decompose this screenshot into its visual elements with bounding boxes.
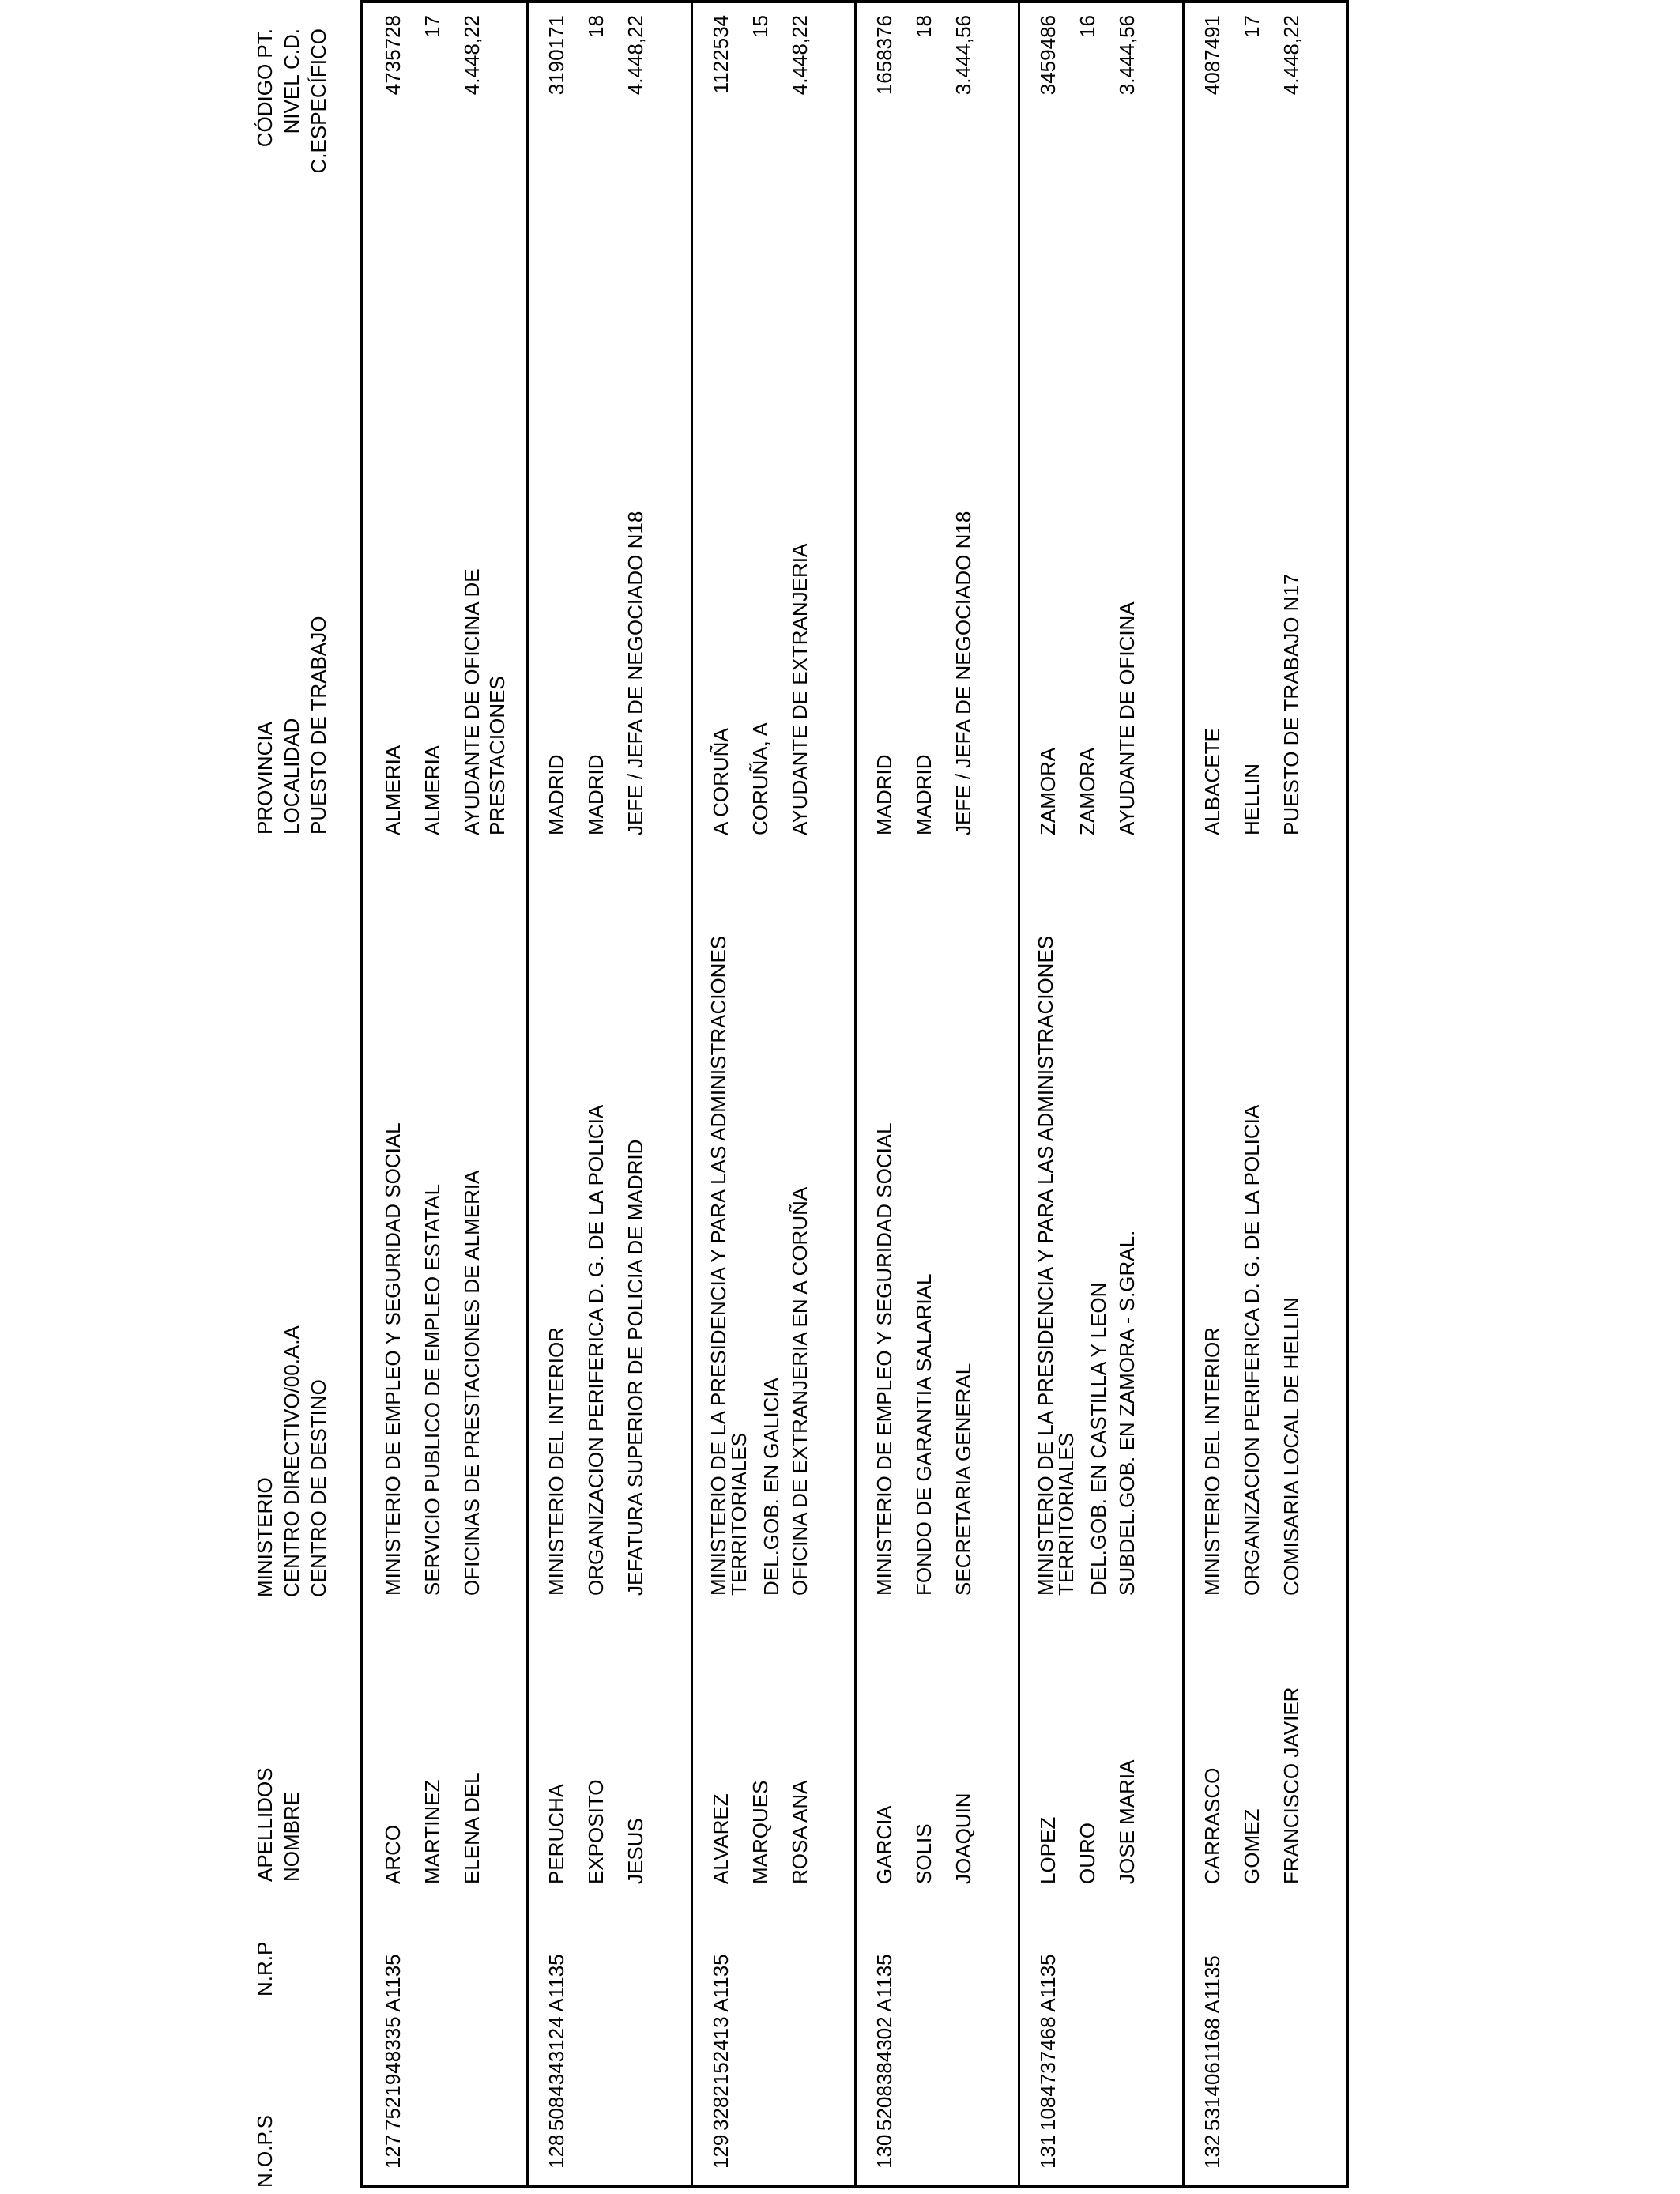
ministerio: MINISTERIO DEL INTERIOR (1200, 1327, 1224, 1596)
apellido-1: PERUCHA (544, 1783, 569, 1884)
puesto-trabajo: JEFE / JEFA DE NEGOCIADO N18 (623, 511, 648, 835)
apellido-1: ARCO (381, 1824, 405, 1884)
apellido-1: ALVAREZ (708, 1793, 733, 1884)
provincia: ALBACETE (1200, 728, 1224, 835)
codigo-pt: 3459486 (1036, 15, 1060, 96)
header-apellidos-nombre: APELLIDOS NOMBRE (253, 1767, 303, 1882)
header-ministerio-centro: MINISTERIO CENTRO DIRECTIVO/00.A.A CENTRO DE DESTINO (253, 1325, 330, 1597)
localidad: MADRID (912, 754, 936, 835)
centro-destino: OFICINA DE EXTRANJERIA EN A CORUÑA (787, 1186, 812, 1596)
centro-directivo: ORGANIZACION PERIFERICA D. G. DE LA POLICIA (1239, 1104, 1264, 1596)
nivel-cd: 15 (748, 15, 772, 38)
nrp-number: 1084737468 A1135 (1036, 1954, 1060, 2131)
puesto-trabajo: JEFE / JEFA DE NEGOCIADO N18 (951, 511, 975, 835)
centro-destino: COMISARIA LOCAL DE HELLIN (1279, 1297, 1303, 1596)
record-row (691, 3, 857, 2185)
records-table (360, 0, 1349, 2188)
nops-number: 128 (544, 2134, 569, 2169)
nivel-cd: 17 (1239, 15, 1264, 38)
ministerio: MINISTERIO DE LA PRESIDENCIA Y PARA LAS ADMINISTRACIONES TERRITORIALES (706, 935, 751, 1596)
nrp-number: 5314061168 A1135 (1200, 1955, 1224, 2131)
complemento-especifico: 4.448,22 (1279, 15, 1303, 96)
provincia: MADRID (872, 754, 896, 835)
centro-destino: SECRETARIA GENERAL (951, 1363, 975, 1596)
centro-directivo: FONDO DE GARANTIA SALARIAL (912, 1273, 936, 1596)
nombre: FRANCISCO JAVIER (1279, 1687, 1303, 1884)
ministerio: MINISTERIO DE LA PRESIDENCIA Y PARA LAS ADMINISTRACIONES TERRITORIALES (1034, 935, 1079, 1596)
centro-directivo: DEL.GOB. EN GALICIA (759, 1378, 783, 1596)
provincia: ZAMORA (1036, 747, 1060, 835)
localidad: MADRID (584, 754, 608, 835)
centro-destino: JEFATURA SUPERIOR DE POLICIA DE MADRID (623, 1139, 648, 1596)
nivel-cd: 18 (912, 15, 936, 38)
nrp-number: 3282152413 A1135 (708, 1954, 733, 2131)
nombre: ROSA ANA (787, 1780, 812, 1884)
centro-directivo: SERVICIO PUBLICO DE EMPLEO ESTATAL (420, 1183, 444, 1596)
nrp-number: 5084343124 A1135 (544, 1954, 569, 2131)
record-row (1018, 3, 1184, 2185)
localidad: HELLIN (1239, 763, 1264, 835)
complemento-especifico: 4.448,22 (787, 15, 812, 96)
nombre: JESUS (623, 1818, 648, 1884)
apellido-2: OURO (1075, 1823, 1100, 1884)
nops-number: 129 (708, 2134, 733, 2169)
nops-number: 127 (381, 2134, 405, 2169)
codigo-pt: 4087491 (1200, 15, 1224, 96)
apellido-2: MARTINEZ (420, 1779, 444, 1884)
localidad: ZAMORA (1075, 747, 1100, 835)
header-codigo-nivel-especifico: CÓDIGO PT. NIVEL C.D. C.ESPECÍFICO (253, 28, 330, 174)
puesto-trabajo: PUESTO DE TRABAJO N17 (1279, 573, 1303, 835)
nops-number: 131 (1036, 2134, 1060, 2169)
centro-directivo: ORGANIZACION PERIFERICA D. G. DE LA POLICIA (584, 1104, 608, 1596)
nombre: JOSE MARIA (1115, 1759, 1139, 1884)
record-row (854, 3, 1020, 2185)
apellido-2: SOLIS (912, 1823, 936, 1884)
apellido-2: MARQUES (748, 1780, 772, 1884)
codigo-pt: 3190171 (544, 15, 569, 96)
puesto-trabajo: AYUDANTE DE OFICINA DE PRESTACIONES (460, 568, 509, 835)
ministerio: MINISTERIO DEL INTERIOR (544, 1327, 569, 1596)
ministerio: MINISTERIO DE EMPLEO Y SEGURIDAD SOCIAL (872, 1122, 896, 1596)
nrp-number: 7521948335 A1135 (381, 1954, 405, 2131)
record-row (363, 3, 529, 2185)
nops-number: 132 (1200, 2134, 1224, 2169)
centro-directivo: DEL.GOB. EN CASTILLA Y LEON (1087, 1282, 1111, 1596)
apellido-1: LOPEZ (1036, 1816, 1060, 1884)
nivel-cd: 16 (1075, 15, 1100, 38)
complemento-especifico: 4.448,22 (623, 15, 648, 96)
codigo-pt: 1122534 (708, 15, 733, 94)
nivel-cd: 18 (584, 15, 608, 38)
provincia: MADRID (544, 754, 569, 835)
complemento-especifico: 4.448,22 (460, 15, 484, 96)
complemento-especifico: 3.444,56 (1115, 15, 1139, 96)
localidad: ALMERIA (420, 745, 444, 835)
nrp-number: 5208384302 A1135 (872, 1954, 896, 2131)
centro-destino: SUBDEL.GOB. EN ZAMORA - S.GRAL. (1115, 1230, 1139, 1596)
nops-number: 130 (872, 2134, 896, 2169)
puesto-trabajo: AYUDANTE DE OFICINA (1115, 601, 1139, 835)
header-nrp: N.R.P (253, 1941, 277, 1996)
localidad: CORUÑA, A (748, 722, 772, 835)
puesto-trabajo: AYUDANTE DE EXTRANJERIA (787, 543, 812, 835)
codigo-pt: 1658376 (872, 15, 896, 96)
record-row (526, 3, 692, 2185)
complemento-especifico: 3.444,56 (951, 15, 975, 96)
apellido-2: EXPOSITO (584, 1779, 608, 1884)
header-nops: N.O.P.S (253, 2114, 277, 2188)
record-row (1182, 3, 1346, 2185)
apellido-1: CARRASCO (1200, 1767, 1224, 1884)
provincia: ALMERIA (381, 745, 405, 835)
ministerio: MINISTERIO DE EMPLEO Y SEGURIDAD SOCIAL (381, 1122, 405, 1596)
centro-destino: OFICINAS DE PRESTACIONES DE ALMERIA (460, 1170, 484, 1596)
nombre: JOAQUIN (951, 1793, 975, 1884)
header-provincia-localidad-puesto: PROVINCIA LOCALIDAD PUESTO DE TRABAJO (253, 616, 330, 835)
codigo-pt: 4735728 (381, 15, 405, 96)
nombre: ELENA DEL (460, 1772, 484, 1884)
apellido-2: GOMEZ (1239, 1808, 1264, 1884)
nivel-cd: 17 (420, 15, 444, 38)
apellido-1: GARCIA (872, 1805, 896, 1884)
provincia: A CORUÑA (708, 728, 733, 835)
